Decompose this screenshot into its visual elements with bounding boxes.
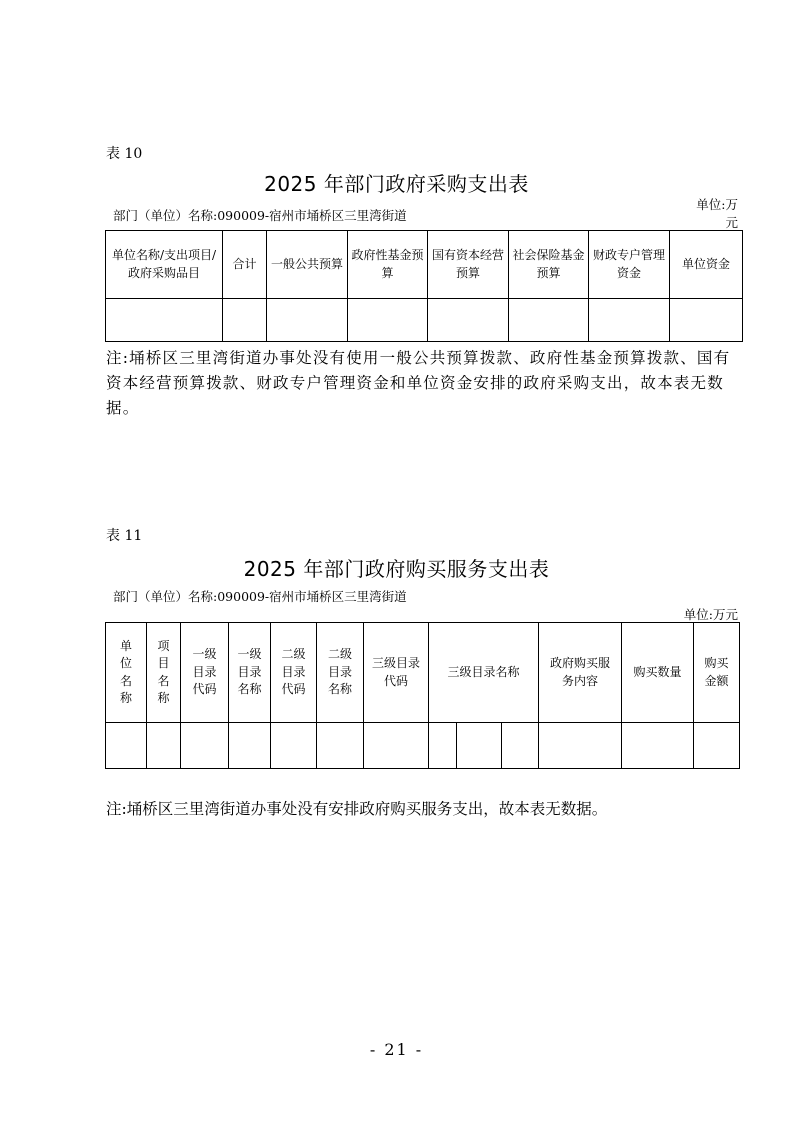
table11-header-cell: 单位名称 [106, 623, 147, 723]
table10-unit-line2: 元 [725, 215, 738, 230]
table-cell [147, 723, 181, 769]
table11-empty-row [106, 723, 740, 769]
table10-dept: 部门（单位）名称:090009-宿州市埇桥区三里湾街道 [113, 208, 407, 223]
table10-header-cell: 国有资本经营预算 [428, 231, 509, 299]
table10-unit-line1: 单位:万 [696, 197, 738, 212]
table10-header-cell: 财政专户管理资金 [589, 231, 670, 299]
table11-label: 表 11 [106, 528, 143, 544]
table11-header-cell: 政府购买服务内容 [539, 623, 622, 723]
table11-header-cell: 购买数量 [622, 623, 694, 723]
table-cell [348, 299, 428, 342]
table11-header-cell: 一级目录代码 [181, 623, 229, 723]
table-cell [181, 723, 229, 769]
table10-title: 2025 年部门政府采购支出表 [264, 172, 529, 196]
table10-label: 表 10 [106, 146, 143, 162]
table11-header-cell: 项目名称 [147, 623, 181, 723]
page-number: - 21 - [369, 1040, 424, 1059]
table-cell [229, 723, 271, 769]
table10-header-cell: 社会保险基金预算 [509, 231, 589, 299]
table-cell [509, 299, 589, 342]
table-cell [670, 299, 743, 342]
table10-header-cell: 一般公共预算 [267, 231, 348, 299]
table10-header-cell: 政府性基金预算 [348, 231, 428, 299]
table11-unit: 单位:万元 [683, 607, 738, 622]
table-cell [106, 723, 147, 769]
table11-dept: 部门（单位）名称:090009-宿州市埇桥区三里湾街道 [113, 589, 407, 604]
table-cell [317, 723, 364, 769]
table11-header-cell: 二级目录名称 [317, 623, 364, 723]
table11-header-cell: 三级目录名称 [429, 623, 539, 723]
table11-note: 注:埇桥区三里湾街道办事处没有安排政府购买服务支出，故本表无数据。 [106, 800, 608, 818]
table10-header-cell: 单位资金 [670, 231, 743, 299]
table-cell [271, 723, 317, 769]
table-cell [502, 723, 539, 769]
table-cell [106, 299, 223, 342]
table-cell [457, 723, 502, 769]
table-cell [364, 723, 429, 769]
table11 [105, 622, 740, 769]
table11-header-cell: 购买金额 [694, 623, 740, 723]
table11-header-row [106, 623, 740, 723]
table10-header-cell: 合计 [223, 231, 267, 299]
table-cell [223, 299, 267, 342]
table11-header-cell: 三级目录代码 [364, 623, 429, 723]
table-cell [622, 723, 694, 769]
table11-title: 2025 年部门政府购买服务支出表 [243, 557, 550, 581]
table10-header-row [106, 231, 743, 299]
table-cell [539, 723, 622, 769]
table10-note: 注:埇桥区三里湾街道办事处没有使用一般公共预算拨款、政府性基金预算拨款、国有资本经营预算拨款、财政专户管理资金和单位资金安排的政府采购支出，故本表无数据。 [106, 349, 731, 418]
table10-empty-row [106, 299, 743, 342]
table-cell [589, 299, 670, 342]
table11-header-cell: 一级目录名称 [229, 623, 271, 723]
table10-header-cell: 单位名称/支出项目/政府采购品目 [106, 231, 223, 299]
table11-header-cell: 二级目录代码 [271, 623, 317, 723]
table-cell [429, 723, 457, 769]
table-cell [428, 299, 509, 342]
table-cell [694, 723, 740, 769]
table-cell [267, 299, 348, 342]
table10 [105, 230, 743, 342]
